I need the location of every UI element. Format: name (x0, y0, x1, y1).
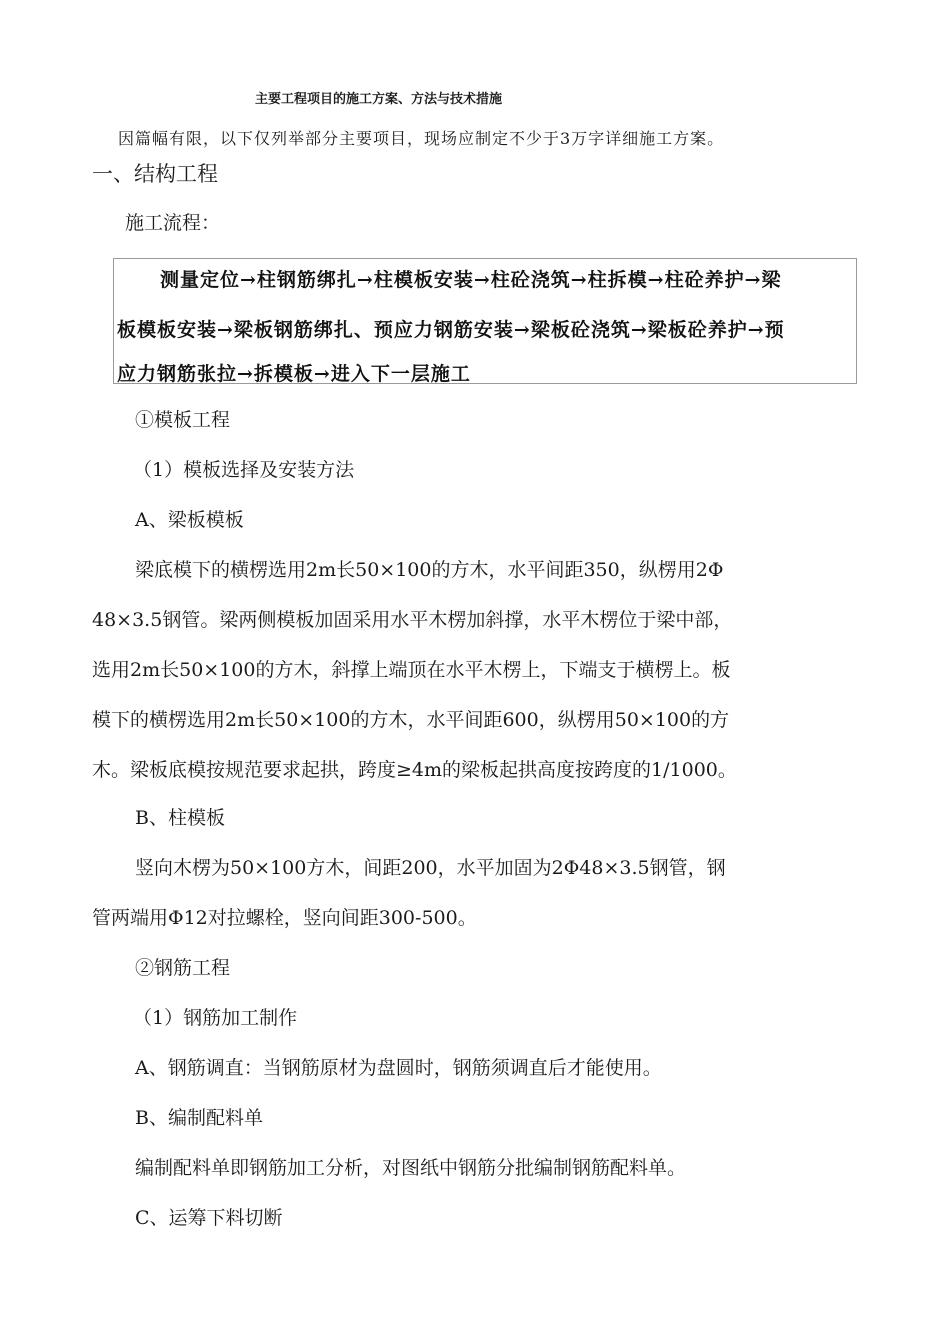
flow-line: 板模板安装→梁板钢筋绑扎、预应力钢筋安装→梁板砼浇筑→梁板砼养护→预 (117, 319, 785, 341)
section-heading-structure: 一、结构工程 (92, 162, 218, 186)
beam-slab-formwork-heading: A、梁板模板 (135, 509, 244, 531)
column-formwork-heading: B、柱模板 (135, 807, 225, 829)
flow-line: 测量定位→柱钢筋绑扎→柱模板安装→柱砼浇筑→柱拆模→柱砼养护→梁 (160, 269, 782, 291)
paragraph-line: 模下的横楞选用2m长50×100的方木，水平间距600，纵楞用50×100的方 (92, 709, 730, 731)
rebar-subheading: （1）钢筋加工制作 (133, 1007, 298, 1029)
paragraph-line: 竖向木楞为50×100方木，间距200，水平加固为2Φ48×3.5钢管，钢 (135, 857, 726, 879)
flow-line: 应力钢筋张拉→拆模板→进入下一层施工 (117, 363, 471, 385)
paragraph-line: 选用2m长50×100的方木，斜撑上端顶在水平木楞上，下端支于横楞上。板 (92, 659, 731, 681)
intro-paragraph: 因篇幅有限，以下仅列举部分主要项目，现场应制定不少于3万字详细施工方案。 (118, 129, 725, 148)
paragraph-line: 木。梁板底模按规范要求起拱，跨度≥4m的梁板起拱高度按跨度的1/1000。 (92, 759, 737, 781)
construction-flow-box (113, 258, 857, 384)
formwork-heading: ①模板工程 (135, 409, 231, 431)
rebar-heading: ②钢筋工程 (135, 957, 231, 979)
bar-schedule-line: 编制配料单即钢筋加工分析，对图纸中钢筋分批编制钢筋配料单。 (135, 1157, 687, 1179)
paragraph-line: 梁底模下的横楞选用2m长50×100的方木，水平间距350，纵楞用2Φ (135, 559, 724, 581)
rebar-straightening-line: A、钢筋调直：当钢筋原材为盘圆时，钢筋须调直后才能使用。 (135, 1057, 662, 1079)
formwork-subheading: （1）模板选择及安装方法 (133, 459, 355, 481)
cutting-heading: C、运筹下料切断 (135, 1207, 283, 1229)
paragraph-line: 管两端用Φ12对拉螺栓，竖向间距300-500。 (92, 907, 477, 929)
flow-heading: 施工流程： (125, 212, 221, 234)
document-title: 主要工程项目的施工方案、方法与技术措施 (255, 92, 503, 107)
bar-schedule-heading: B、编制配料单 (135, 1107, 263, 1129)
paragraph-line: 48×3.5钢管。梁两侧模板加固采用水平木楞加斜撑，水平木楞位于梁中部， (92, 609, 733, 631)
